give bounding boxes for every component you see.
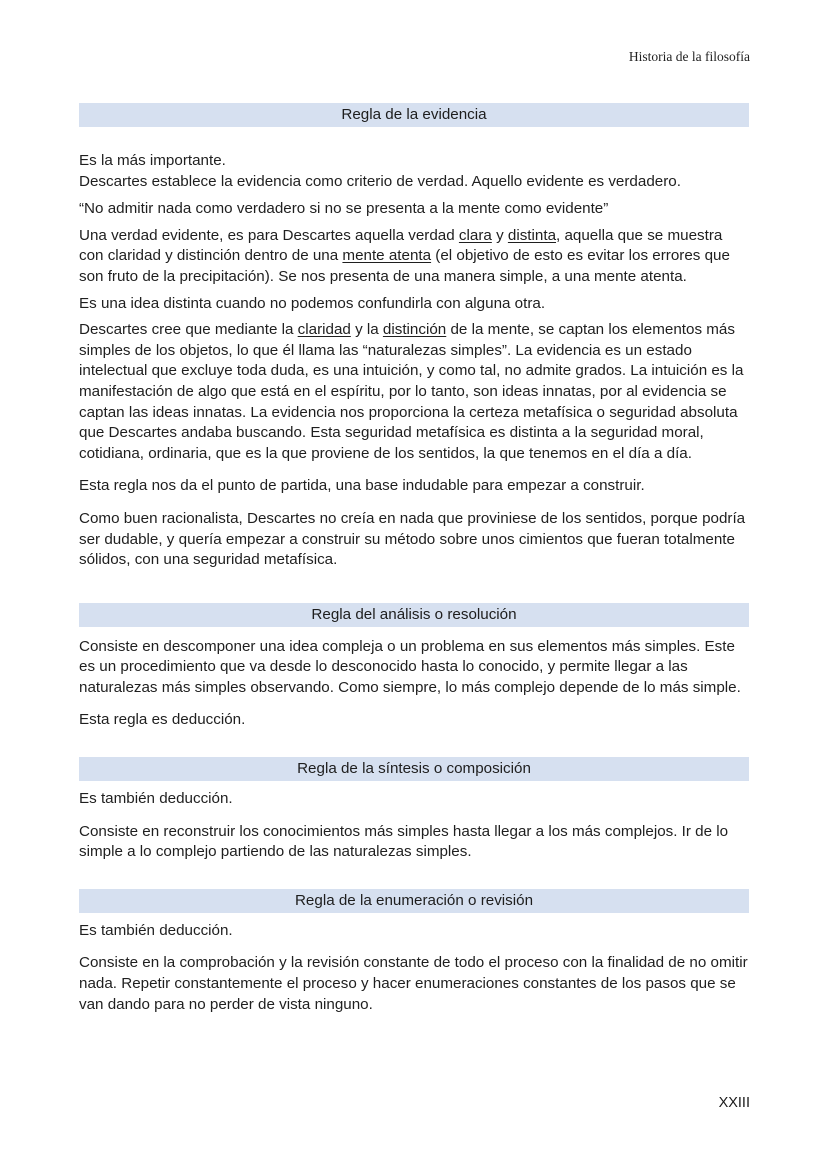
underlined-term: claridad bbox=[297, 321, 351, 339]
text-run: Una verdad evidente, es para Descartes aquella verdad bbox=[79, 226, 459, 244]
running-header: Historia de la filosofía bbox=[628, 49, 750, 64]
text-run: y la bbox=[350, 321, 383, 339]
paragraph bbox=[79, 294, 749, 315]
text-run: “No admitir nada como verdadero si no se presenta a la mente como evidente” bbox=[79, 200, 609, 218]
text-run: Consiste en reconstruir los conocimientos más simples hasta llegar a los más complejos. Ir de lo simple a lo complejo partiendo de las naturalezas simples. bbox=[79, 822, 729, 861]
section-heading: Regla de la evidencia bbox=[79, 103, 749, 127]
section-enumeracion bbox=[79, 889, 749, 1015]
page-number: XXIII bbox=[718, 1095, 750, 1111]
text-run: Esta regla nos da el punto de partida, una base indudable para empezar a construir. bbox=[79, 477, 645, 495]
text-run: Es una idea distinta cuando no podemos confundirla con alguna otra. bbox=[79, 294, 546, 312]
text-run: (el objetivo de esto es evitar los errores que son fruto de la precipitación). Se nos presenta de una manera simple, a una mente atenta. bbox=[79, 247, 730, 285]
text-run: Esta regla es deducción. bbox=[79, 711, 246, 729]
paragraph bbox=[79, 226, 749, 288]
paragraph bbox=[79, 822, 749, 863]
text-run: Como buen racionalista, Descartes no creía en nada que proviniese de los sentidos, porque podría ser dudable, y quería empezar a construir su método sobre unos cimientos que fueran totalmente sólidos, con una seguridad metafísica. bbox=[79, 509, 746, 569]
text-run: de la mente, se captan los elementos más simples de los objetos, lo que él llama las “naturalezas simples”. La evidencia es un estado intelectual que excluye toda duda, es una intuición, y como tal, no admite grados. La intuición es la manifestación de algo que está en el espíritu, por lo tanto, son ideas innatas, por al evidencia se captan las ideas innatas. La evidencia nos proporciona la certeza metafísica o seguridad absoluta que Descartes andaba buscando. Esta seguridad metafísica es distinta a la seguridad moral, cotidiana, ordinaria, que es la que proviene de los sentidos, la que tenemos en el día a día. bbox=[79, 321, 744, 462]
text-run: Consiste en la comprobación y la revisión constante de todo el proceso con la finalidad de no omitir nada. Repetir constantemente el proceso y hacer enumeraciones constantes de los pasos que se van dando para no perder de vista ninguno. bbox=[79, 954, 748, 1013]
text-run: Es también deducción. bbox=[79, 921, 233, 939]
text-run: Descartes establece la evidencia como criterio de verdad. Aquello evidente es verdadero. bbox=[79, 172, 681, 190]
paragraph bbox=[79, 509, 749, 571]
text-run: y bbox=[491, 226, 508, 244]
text-run: Es también deducción. bbox=[79, 790, 233, 808]
paragraph bbox=[79, 710, 749, 731]
underlined-term: distinta bbox=[507, 226, 557, 244]
section-sintesis bbox=[79, 757, 749, 863]
underlined-term: clara bbox=[458, 226, 492, 244]
paragraph bbox=[79, 789, 749, 810]
text-run: Es la más importante. bbox=[79, 152, 226, 169]
paragraph bbox=[79, 199, 749, 220]
section-evidencia bbox=[79, 103, 749, 571]
section-heading: Regla de la síntesis o composición bbox=[79, 757, 749, 781]
underlined-term: distinción bbox=[382, 321, 447, 339]
paragraph bbox=[79, 172, 749, 193]
section-heading: Regla de la enumeración o revisión bbox=[79, 889, 749, 913]
paragraph bbox=[79, 476, 749, 497]
section-heading: Regla del análisis o resolución bbox=[79, 603, 749, 627]
text-run: Consiste en descomponer una idea compleja o un problema en sus elementos más simples. Este es un procedimiento que va desde lo desconocido hasta lo conocido, y permite llegar a las naturalezas más simples observando. Como siempre, lo más complejo depende de lo más simple. bbox=[79, 637, 741, 696]
paragraph bbox=[79, 921, 749, 942]
paragraph bbox=[79, 637, 749, 699]
paragraph bbox=[79, 953, 749, 1015]
text-run: Descartes cree que mediante la bbox=[79, 321, 298, 339]
paragraph bbox=[79, 151, 749, 172]
paragraph bbox=[79, 320, 749, 464]
underlined-term: mente atenta bbox=[342, 247, 432, 265]
section-analisis bbox=[79, 603, 749, 731]
text-run: , aquella que se muestra con claridad y distinción dentro de una bbox=[79, 226, 723, 265]
page-content bbox=[79, 103, 749, 1015]
